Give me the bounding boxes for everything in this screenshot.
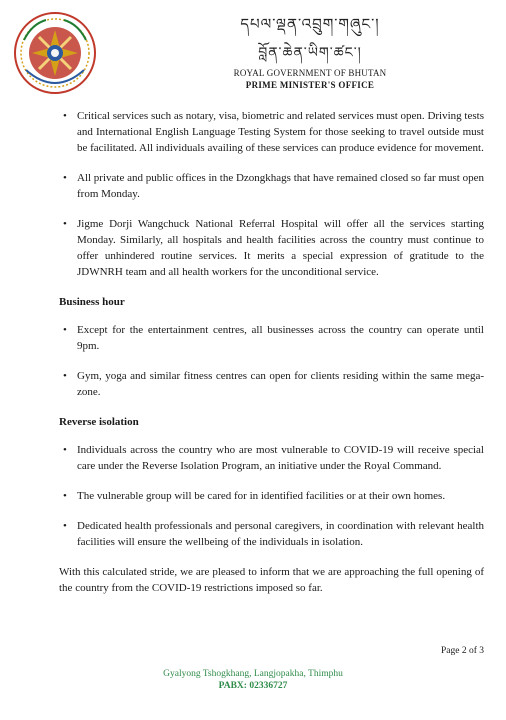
header-dzongkha-line1: དཔལ་ལྡན་འབྲུག་གཞུང་། — [240, 15, 380, 33]
bullet-item: • Gym, yoga and similar fitness centres can open for clients residing within the same mega-zone. — [59, 368, 484, 400]
header-office-name: PRIME MINISTER'S OFFICE — [245, 80, 375, 90]
document-body — [59, 108, 484, 607]
footer-phone: PABX: 02336727 — [218, 681, 288, 691]
section-heading-reverse-isolation: Reverse isolation — [59, 416, 139, 428]
header-org-name: ROYAL GOVERNMENT OF BHUTAN — [233, 68, 387, 78]
footer-address: Gyalyong Tshogkhang, Langjopakha, Thimphu — [163, 669, 343, 679]
page-number: Page 2 of 3 — [440, 646, 484, 656]
closing-paragraph: With this calculated stride, we are pleased to inform that we are approaching the full opening of the country from the COVID-19 restrictions imposed so far. — [59, 566, 484, 594]
bullet-item: • Critical services such as notary, visa, biometric and related services must open. Driving tests and International English Language Testing System for those seeking to travel outside must be facilitated. All individuals availing of these services can produce evidence for movement. — [59, 108, 484, 156]
bullet-item: • All private and public offices in the Dzongkhags that have remained closed so far must open from Monday. — [59, 170, 484, 202]
header-dzongkha-line2: བློན་ཆེན་ཡིག་ཚང་། — [258, 45, 362, 61]
business-bullet-list — [59, 322, 484, 400]
isolation-bullet-list — [59, 442, 484, 550]
bullet-item: • Individuals across the country who are most vulnerable to COVID-19 will receive special care under the Reverse Isolation Program, an initiative under the Royal Command. — [59, 442, 484, 474]
section-heading-business-hour: Business hour — [59, 296, 125, 308]
bhutan-emblem-icon — [12, 10, 98, 96]
bullet-item: • Except for the entertainment centres, all businesses across the country can operate until 9pm. — [59, 322, 484, 354]
intro-bullet-list — [59, 108, 484, 280]
bullet-item: • The vulnerable group will be cared for in identified facilities or at their own homes. — [59, 488, 484, 504]
bullet-item: • Jigme Dorji Wangchuck National Referral Hospital will offer all the services starting Monday. Similarly, all hospitals and health facilities across the country must continue to offer unhindered routine services. It merits a special expression of gratitude to the JDWNRH team and all health workers for the unconditional service. — [59, 216, 484, 280]
bullet-item: • Dedicated health professionals and personal caregivers, in coordination with relevant health facilities will ensure the wellbeing of the individuals in isolation. — [59, 518, 484, 550]
